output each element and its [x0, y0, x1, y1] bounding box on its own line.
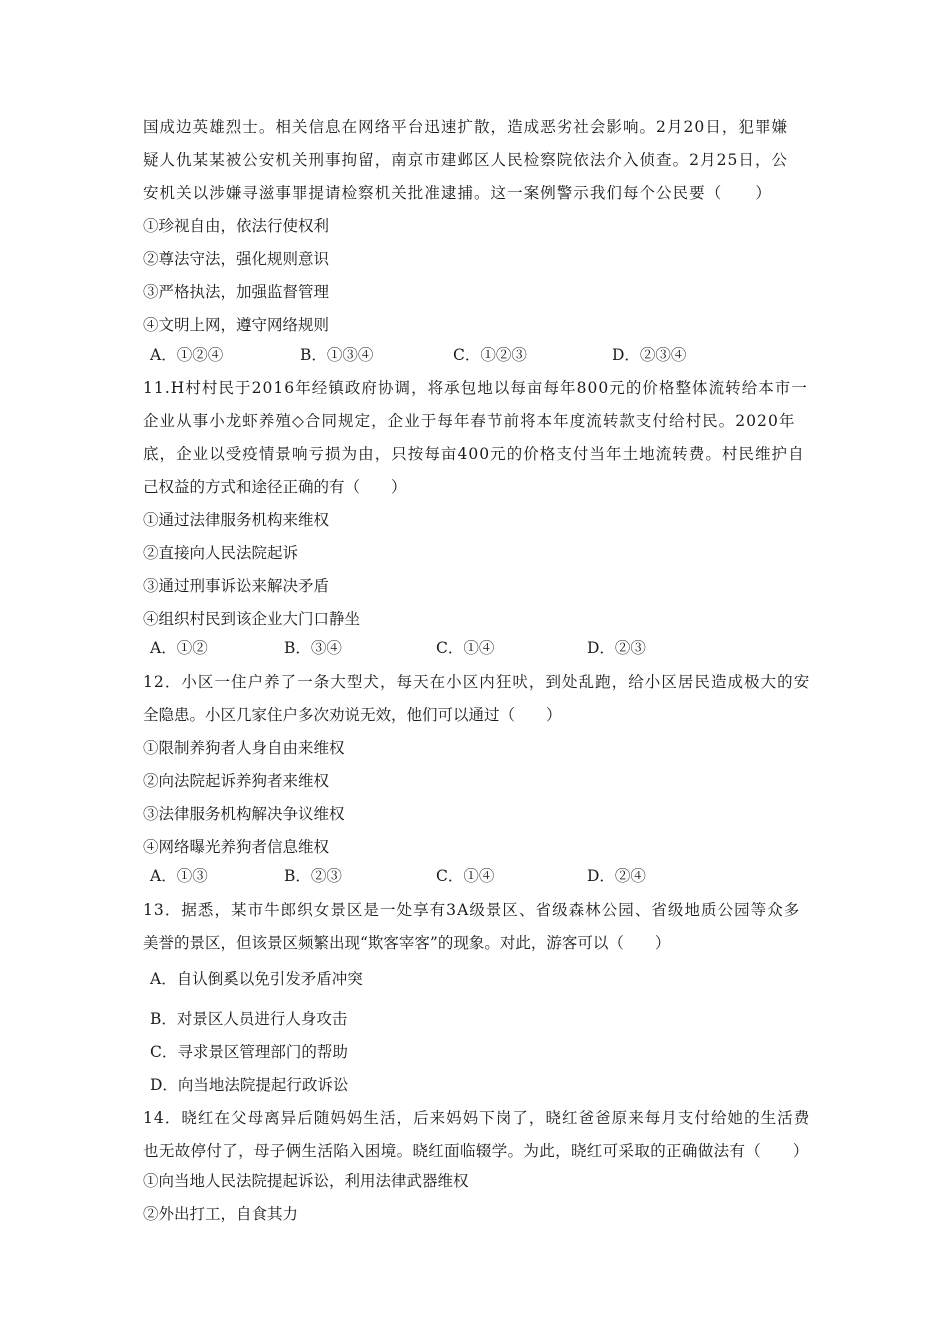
option-c: C．①④: [436, 639, 495, 657]
option-a: A．①②④: [150, 346, 224, 364]
question-11-item-2: ②直接向人民法院起诉: [143, 544, 299, 562]
question-11-item-1: ①通过法律服务机构来维权: [143, 511, 330, 529]
question-10-line-1: 国成边英雄烈士。相关信息在网络平台迅速扩散，造成恶劣社会影响。2月20日，犯罪嫌: [143, 118, 789, 136]
option-c: C．①②③: [453, 346, 527, 364]
option-b: B．①③④: [300, 346, 374, 364]
question-11-options: [150, 636, 710, 660]
question-10-item-3: ③严格执法，加强监督管理: [143, 283, 330, 301]
question-12-item-2: ②向法院起诉养狗者来维权: [143, 772, 330, 790]
question-11-item-3: ③通过刑事诉讼来解决矛盾: [143, 577, 330, 595]
question-10-line-3: 安机关以涉嫌寻滋事罪提请检察机关批准逮捕。这一案例警示我们每个公民要（ ）: [143, 184, 772, 202]
question-12-line-2: 全隐患。小区几家住户多次劝说无效，他们可以通过（ ）: [143, 706, 562, 724]
question-14-item-2: ②外出打工，自食其力: [143, 1205, 299, 1223]
question-11-item-4: ④组织村民到该企业大门口静坐: [143, 610, 361, 628]
question-14-line-2: 也无故停付了，母子俩生活陷入困境。晓红面临辍学。为此，晓红可采取的正确做法有（ ）: [143, 1142, 809, 1160]
question-12-options: [150, 864, 710, 888]
option-b: B．③④: [284, 639, 342, 657]
question-11-line-4: 己权益的方式和途径正确的有（ ）: [143, 478, 407, 496]
question-12-line-1: 12．小区一住户养了一条大型犬，每天在小区内狂吠，到处乱跑，给小区居民造成极大的安: [143, 673, 811, 691]
option-b: B．②③: [284, 867, 342, 885]
question-13-choice-a: A．自认倒奚以免引发矛盾冲突: [150, 970, 363, 988]
question-13-line-1: 13．据悉，某市牛郎织女景区是一处享有3A级景区、省级森林公园、省级地质公园等众多: [143, 901, 801, 919]
question-10-item-2: ②尊法守法，强化规则意识: [143, 250, 330, 268]
question-11-line-1: 11.H村村民于2016年经镇政府协调，将承包地以每亩每年800元的价格整体流转给本市一: [143, 379, 808, 397]
question-14-item-1: ①向当地人民法院提起诉讼，利用法律武器维权: [143, 1172, 469, 1190]
question-13-choice-d: D．向当地法院提起行政诉讼: [150, 1076, 349, 1094]
question-12-item-1: ①限制养狗者人身自由来维权: [143, 739, 345, 757]
question-10-item-1: ①珍视自由，依法行使权利: [143, 217, 330, 235]
question-14-line-1: 14．晓红在父母离异后随妈妈生活，后来妈妈下岗了，晓红爸爸原来每月支付给她的生活费: [143, 1109, 811, 1127]
question-10-options: [150, 343, 710, 367]
option-d: D．②③④: [612, 346, 687, 364]
option-d: D．②③: [587, 639, 646, 657]
question-13-choice-b: B．对景区人员进行人身攻击: [150, 1010, 348, 1028]
option-a: A．①③: [150, 867, 208, 885]
question-12-item-3: ③法律服务机构解决争议维权: [143, 805, 345, 823]
question-11-line-3: 底，企业以受疫情景响亏损为由，只按每亩400元的价格支付当年土地流转费。村民维护自: [143, 445, 805, 463]
option-d: D．②④: [587, 867, 646, 885]
option-c: C．①④: [436, 867, 495, 885]
question-11-line-2: 企业从事小龙虾养殖◇合同规定，企业于每年春节前将本年度流转款支付给村民。2020年: [143, 412, 796, 430]
question-10-line-2: 疑人仇某某被公安机关刑事拘留，南京市建邺区人民检察院依法介入侦查。2月25日，公: [143, 151, 789, 169]
question-12-item-4: ④网络曝光养狗者信息维权: [143, 838, 330, 856]
question-13-line-2: 美誉的景区，但该景区频繁出现“欺客宰客”的现象。对此，游客可以（ ）: [143, 934, 671, 952]
question-13-choice-c: C．寻求景区管理部门的帮助: [150, 1043, 348, 1061]
question-10-item-4: ④文明上网，遵守网络规则: [143, 316, 330, 334]
option-a: A．①②: [150, 639, 208, 657]
